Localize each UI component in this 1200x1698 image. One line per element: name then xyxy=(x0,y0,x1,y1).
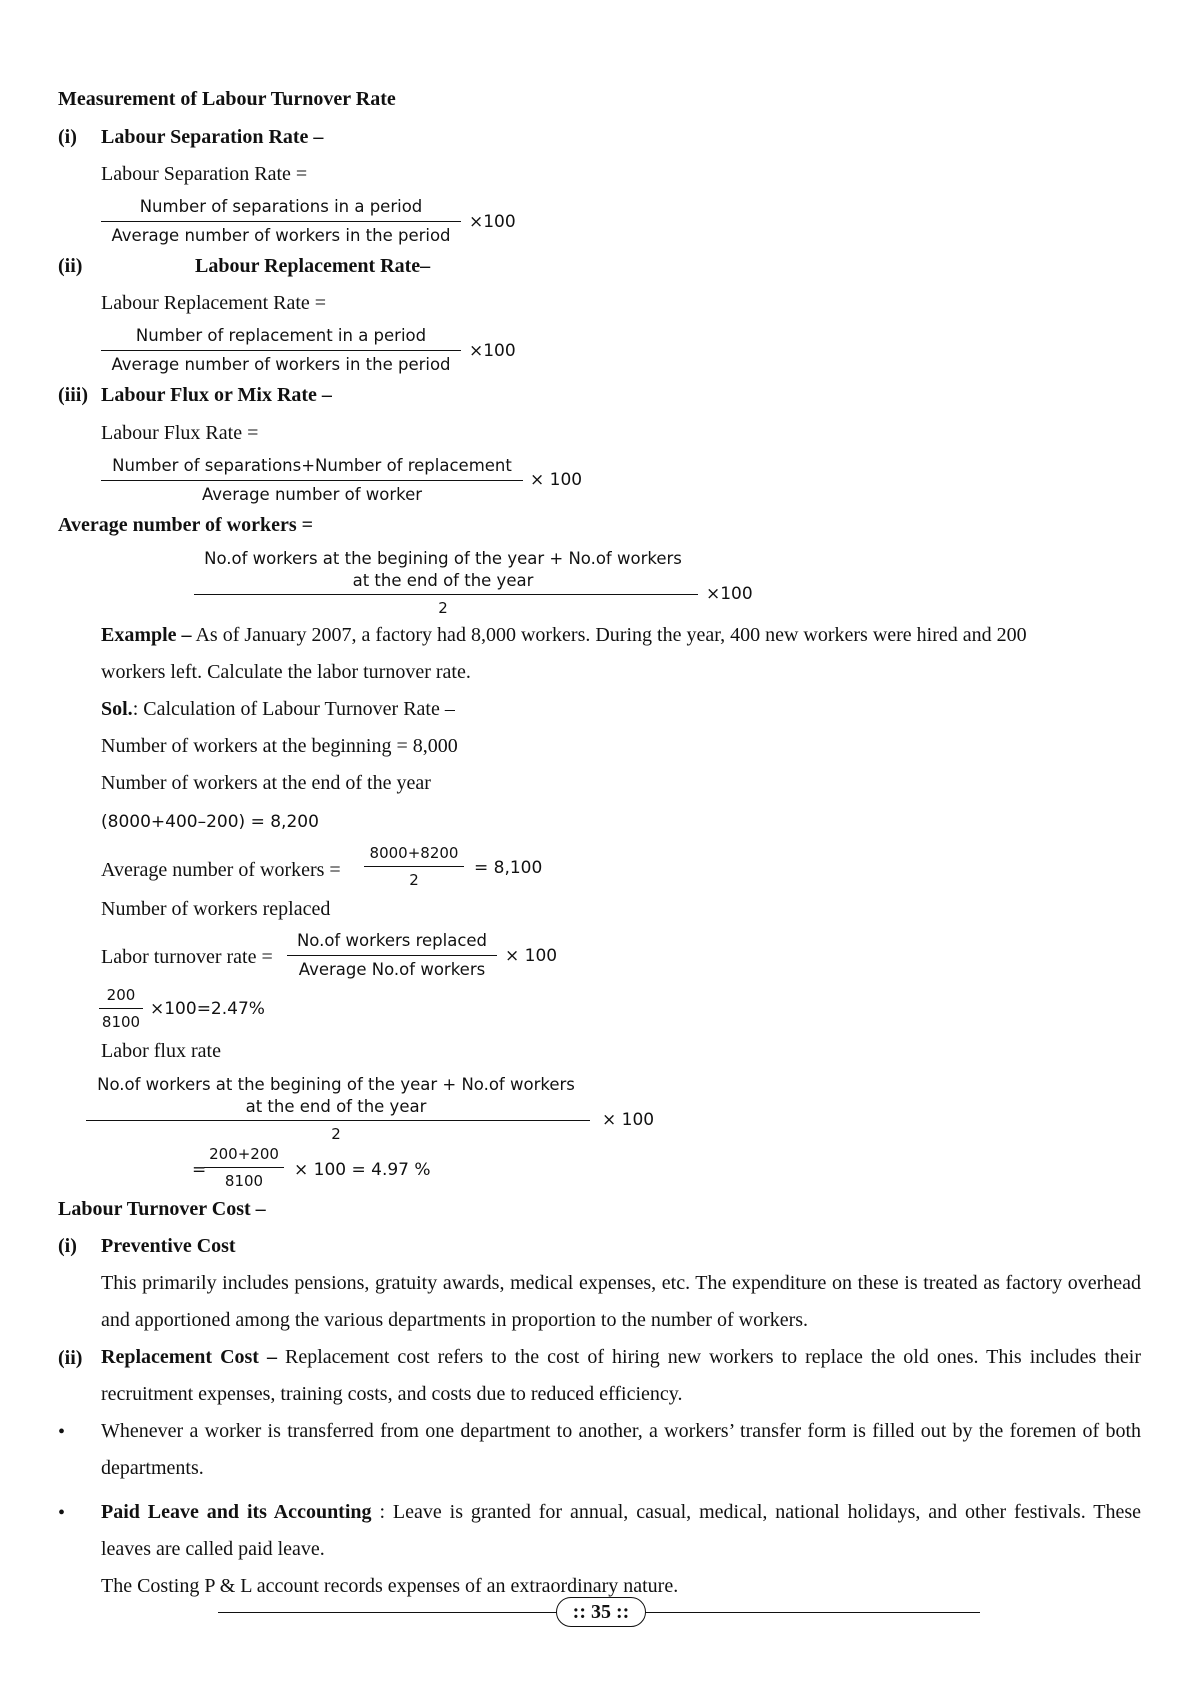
section-title: Preventive Cost xyxy=(101,1235,236,1257)
multiplier: ×100 xyxy=(706,584,753,604)
section-title: Labour Flux or Mix Rate – xyxy=(101,384,332,406)
solution-step: Number of workers replaced xyxy=(101,898,331,920)
fraction-bar xyxy=(364,866,464,867)
paragraph xyxy=(101,1339,1141,1413)
bullet-icon: • xyxy=(58,1421,66,1443)
fraction-numerator: Number of separations+Number of replacement xyxy=(112,456,512,475)
formula-label: Labour Flux Rate = xyxy=(101,422,259,444)
fraction-denominator: 2 xyxy=(438,599,448,617)
fraction-denominator: 2 xyxy=(409,871,419,889)
fraction-numerator: No.of workers at the begining of the year + No.of workers xyxy=(97,1075,575,1094)
fraction-denominator: 2 xyxy=(331,1125,341,1143)
section-number: (iii) xyxy=(58,384,88,406)
paragraph: This primarily includes pensions, gratuity awards, medical expenses, etc. The expenditure on these is treated as factory overhead and apportioned among the various departments in proportion to the number of workers. xyxy=(101,1272,1141,1331)
section-title: Labour Replacement Rate– xyxy=(195,255,431,277)
solution-step: Number of workers at the beginning = 8,000 xyxy=(101,735,458,757)
solution-step: (8000+400–200) = 8,200 xyxy=(101,812,319,832)
fraction-bar xyxy=(204,1167,284,1168)
fraction-bar xyxy=(101,480,523,481)
inline-title: Replacement Cost – xyxy=(101,1346,277,1368)
example-line xyxy=(101,624,1141,647)
fraction-numerator: 200+200 xyxy=(209,1145,279,1163)
formula-label: Labour Separation Rate = xyxy=(101,163,308,185)
fraction-numerator: No.of workers at the begining of the year + No.of workers xyxy=(204,549,682,568)
page-number: :: 35 :: xyxy=(556,1597,646,1627)
section-title: Average number of workers = xyxy=(58,514,314,536)
bullet-text xyxy=(101,1494,1141,1568)
multiplier: × 100 xyxy=(530,470,583,490)
fraction-denominator: Average number of workers in the period xyxy=(111,226,451,245)
section-title: Labour Turnover Cost – xyxy=(58,1198,266,1220)
solution-text: : Calculation of Labour Turnover Rate – xyxy=(132,698,455,720)
solution-label: Sol. xyxy=(101,698,133,720)
section-number: (i) xyxy=(58,1235,77,1257)
fraction-numerator: 200 xyxy=(106,986,136,1004)
solution-line xyxy=(101,698,455,721)
solution-step: Number of workers at the end of the year xyxy=(101,772,431,794)
fraction-numerator: at the end of the year xyxy=(245,1097,427,1116)
fraction-denominator: Average number of workers in the period xyxy=(111,355,451,374)
fraction-numerator: No.of workers replaced xyxy=(296,931,488,950)
fraction-bar xyxy=(86,1120,590,1121)
fraction-bar xyxy=(101,221,461,222)
fraction-bar xyxy=(287,955,497,956)
bullet-text: Whenever a worker is transferred from one department to another, a workers’ transfer form is filled out by the foremen of both departments. xyxy=(101,1420,1141,1479)
fraction-numerator: at the end of the year xyxy=(352,571,534,590)
fraction-denominator: Average number of worker xyxy=(201,485,423,504)
solution-step: Labor flux rate xyxy=(101,1040,221,1062)
section-number: (ii) xyxy=(58,255,83,277)
section-number: (i) xyxy=(58,126,77,148)
inline-text: : Leave is granted for annual, casual, medical, national holidays, and other festivals. These leaves are called paid leave. xyxy=(101,1501,1142,1560)
fraction-numerator: Number of replacement in a period xyxy=(135,326,427,345)
example-text: workers left. Calculate the labor turnover rate. xyxy=(101,661,471,683)
solution-step: Labor turnover rate = xyxy=(101,946,273,968)
inline-text: Replacement cost refers to the cost of hiring new workers to replace the old ones. This includes their recruitment expenses, training costs, and costs due to reduced efficiency. xyxy=(101,1346,1141,1405)
multiplier: ×100 xyxy=(469,341,516,361)
page-heading: Measurement of Labour Turnover Rate xyxy=(58,88,396,110)
fraction-bar xyxy=(99,1008,143,1009)
result: = 8,100 xyxy=(474,858,543,878)
section-number: (ii) xyxy=(58,1347,83,1369)
solution-step: Average number of workers = xyxy=(101,859,341,881)
fraction-denominator: 8100 xyxy=(101,1013,141,1031)
section-title: Labour Separation Rate – xyxy=(101,126,324,148)
example-text: As of January 2007, a factory had 8,000 workers. During the year, 400 new workers were hired and 200 xyxy=(195,624,1027,646)
fraction-denominator: 8100 xyxy=(224,1172,264,1190)
fraction-numerator: Number of separations in a period xyxy=(139,197,423,216)
fraction-bar xyxy=(194,594,698,595)
bullet-icon: • xyxy=(58,1502,66,1524)
multiplier: ×100 xyxy=(469,212,516,232)
result: × 100 = 4.97 % xyxy=(294,1160,431,1180)
fraction-numerator: 8000+8200 xyxy=(369,844,459,862)
example-label: Example – xyxy=(101,624,192,646)
fraction-denominator: Average No.of workers xyxy=(298,960,486,979)
inline-title: Paid Leave and its Accounting xyxy=(101,1501,372,1523)
multiplier: × 100 xyxy=(505,946,558,966)
result: ×100=2.47% xyxy=(150,999,265,1019)
fraction-bar xyxy=(101,350,461,351)
multiplier: × 100 xyxy=(602,1110,655,1130)
formula-label: Labour Replacement Rate = xyxy=(101,292,327,314)
closing-text: The Costing P & L account records expenses of an extraordinary nature. xyxy=(101,1575,679,1597)
equals-sign: = xyxy=(192,1160,207,1180)
